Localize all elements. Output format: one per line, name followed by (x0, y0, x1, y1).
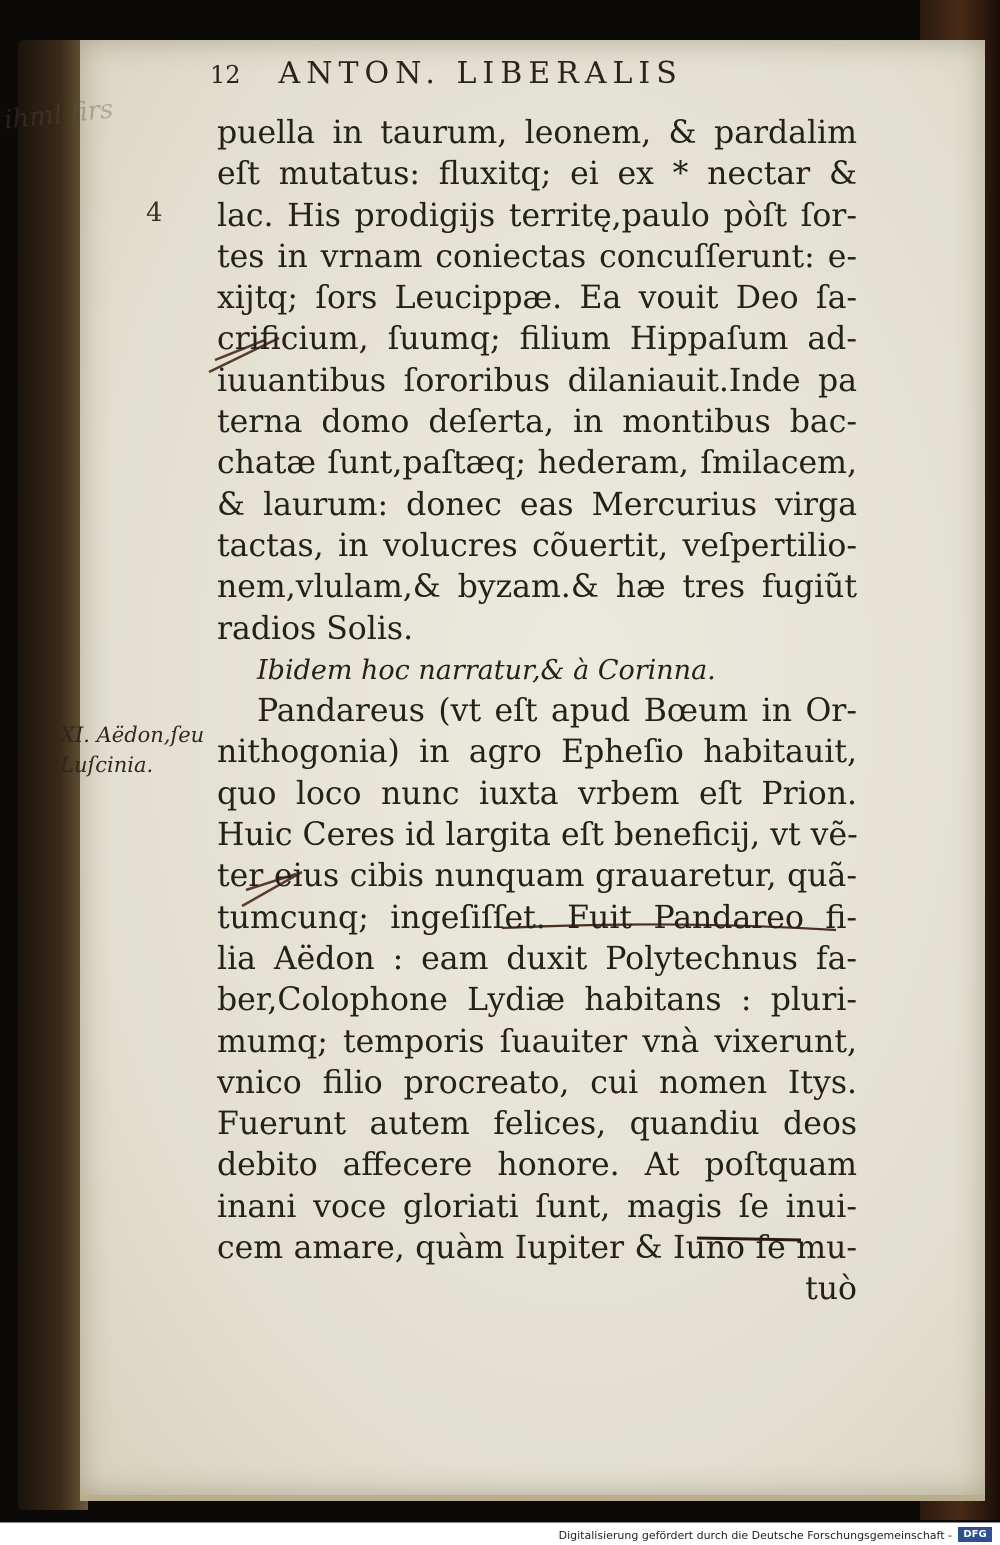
margin-number: 4 (146, 198, 163, 228)
paragraph (217, 113, 857, 650)
text-line: nithogonia) in agro Epheſio habitauit, (217, 734, 857, 771)
text-line: terna domo deſerta, in montibus bac- (217, 404, 857, 441)
running-title: ANTON. LIBERALIS (278, 56, 683, 91)
text-line: radios Solis. (217, 610, 414, 647)
text-line: mumq; temporis ſuauiter vnà vixerunt, (217, 1023, 857, 1060)
text-line: tumcunq; ingeſiſſet. Fuit Pandareo fi- (217, 899, 857, 936)
text-line: lia Aëdon : eam duxit Polytechnus fa- (217, 940, 857, 977)
text-line: quo loco nunc iuxta vrbem eſt Prion. (217, 775, 857, 812)
text-line: ter eius cibis nunquam grauaretur, quã- (217, 858, 857, 895)
faded-ink-annotation: ihml firs (2, 94, 115, 136)
text-line: crificium, ſuumq; filium Hippaſum ad- (217, 321, 857, 358)
catchword: tuò (805, 1271, 857, 1308)
text-line: Pandareus (vt eſt apud Bœum in Or- (257, 693, 857, 730)
side-note-line: XI. Aëdon,ſeu (60, 723, 205, 747)
main-text (217, 113, 857, 1311)
footer-credit: Digitalisierung gefördert durch die Deutsche Forschungsgemeinschaft - (558, 1529, 952, 1542)
text-line: vnico filio procreato, cui nomen Itys. (217, 1064, 857, 1101)
text-line: nem,vlulam,& byzam.& hæ tres fugiũt (217, 569, 857, 606)
footer-bar (0, 1522, 1000, 1545)
text-line: ber,Colophone Lydiæ habitans : pluri- (217, 982, 857, 1019)
text-line: cem amare, quàm Iupiter & Iuno ſe mu- (217, 1230, 857, 1267)
side-note-line: Luſcinia. (60, 753, 154, 777)
text-line: iuuantibus ſororibus dilaniauit.Inde pa (217, 362, 857, 399)
dfg-logo: DFG (958, 1527, 992, 1542)
text-line: lac. His prodigijs territę,paulo pòſt ſor- (217, 197, 857, 234)
text-line: debito affecere honore. At poſtquam (217, 1147, 857, 1184)
text-line: tes in vrnam coniectas concuſſerunt: e- (217, 238, 857, 275)
text-line: tactas, in volucres cõuertit, veſpertilio- (217, 527, 857, 564)
running-header (210, 56, 850, 91)
paragraph (217, 691, 857, 1269)
text-line: inani voce gloriati ſunt, magis ſe inui- (217, 1188, 857, 1225)
text-line: xijtq; ſors Leucippæ. Ea vouit Deo ſa- (217, 280, 857, 317)
text-line: puella in taurum, leonem, & pardalim (217, 115, 857, 151)
page-number: 12 (210, 61, 241, 89)
text-line: & laurum: donec eas Mercurius virga (217, 486, 857, 523)
section-subheading: Ibidem hoc narratur,& à Corinna. (257, 654, 716, 686)
section-side-note (60, 720, 204, 780)
text-line: Fuerunt autem felices, quandiu deos (217, 1106, 857, 1143)
text-line: eſt mutatus: fluxitq; ei ex * nectar & (217, 156, 857, 193)
text-line: chatæ ſunt,paſtæq; hederam, ſmilacem, (217, 445, 857, 482)
text-line: Huic Ceres id largita eſt beneficij, vt vẽ- (217, 817, 858, 854)
